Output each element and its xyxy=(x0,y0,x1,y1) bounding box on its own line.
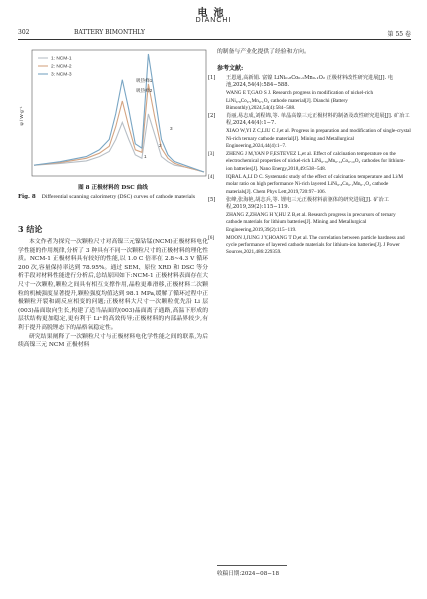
section-body xyxy=(18,238,208,350)
volume-label: 第 55 卷 xyxy=(387,31,411,38)
reference-number: [3] xyxy=(208,151,215,158)
continuation-text: 的制备与产业化提供了经验和方向。 xyxy=(217,49,310,55)
y-axis-label: ψ / W·g⁻¹ xyxy=(19,106,24,126)
reference-number: [2] xyxy=(208,113,216,120)
figure-caption-en-label: Fig. 8 xyxy=(18,194,36,200)
reference-item xyxy=(208,113,411,128)
legend-label-1: 1: NCM-1 xyxy=(51,56,72,62)
reference-text: 肖丽,易志成,刘程锦,等. 单晶高镍三元正极材料的制备及改性研究进展[J]. 矿冶工程,2024,44(4):1−7. xyxy=(226,113,410,127)
peak-label-2: 吸热峰2 xyxy=(136,88,153,93)
reference-text: WANG E T,GAO S J. Research progress in modification of nickel-rich LiNi₀.₈Co₀.₁Mn₀.₁O₂ cathode material[J]. Dianchi (Battery Bimonthly),2024,54(4):584−588. xyxy=(226,90,374,112)
received-date: 收稿日期:2024−08−18 xyxy=(217,565,287,577)
conclusion-paragraph-1: 本文作者为探究一次颗粒尺寸对高镍三元镍钴锰(NCM)正极材料电化学性能的作用规律,分析了 3 种具有不同一次颗粒尺寸的正极材料的理化性质。NCM-1 正极材料具有较好的性能,以 1.0 C 倍率在 2.8~4.3 V 循环 200 次,容量保持率达到 78.95%。通过 SEM、原位 XRD 和 DSC 等分析手段对材料性能进行分析后,总结原因如下:NCM-1 正极材料表面存在大尺寸一次颗粒,颗粒之间具有相互支撑作用,晶粒更难滑移,正极材料二次颗粒的机械强度显著提升,颗粒强度均值达到 98.1 MPa,缓解了循环过程中正极颗粒开裂和副反应相变的问题;正极材料大尺寸一次颗粒优先沿 Li 层(003)晶面取向生长,构建了适当晶面的(003)晶面离子通路,高温下形成的层状结构更加稳定,更有利于 Li⁺的高效传导;正极材料的内部晶界较少,有利于提升高脱锂态下的晶格氧稳定性。 xyxy=(18,239,208,331)
curve-label-1: 1 xyxy=(144,154,147,159)
reference-item xyxy=(217,90,411,112)
reference-number: [4] xyxy=(208,173,215,180)
figure-caption-en-text: Differential scanning calorimetry (DSC) curves of cathode materials xyxy=(41,194,195,200)
reference-item xyxy=(208,173,411,196)
dsc-chart xyxy=(18,46,208,181)
figure-caption-en xyxy=(18,194,208,202)
dsc-figure xyxy=(18,46,208,181)
reference-list xyxy=(208,75,411,257)
reference-item xyxy=(208,196,411,212)
reference-item xyxy=(217,212,411,234)
reference-text: 王恩通,高新娟. 富镍 LiNi₀.₈Co₀.₁Mn₀.₁O₂ 正极材料改性研究进展[J]. 电池,2024,54(4):584−588. xyxy=(226,75,394,89)
reference-text: MOON J,JUNG J Y,HOANG T D,et al. The correlation between particle hardness and cycle performance of layered cathode materials for lithium-ion batteries[J]. J Power Sources,2021,486:229359. xyxy=(226,234,405,256)
peak-label-1: 吸热峰1 xyxy=(136,78,153,83)
section-title: 3 结论 xyxy=(18,224,43,234)
legend-label-3: 3: NCM-3 xyxy=(51,72,72,78)
reference-text: IQBAL A,LI D C. Systematic study of the effect of calcination temperature and Li/M molar ratio on high performance Ni-rich layered LiNi₀.₈Co₀.₁Mn₀.₁O₂ cathode materials[J]. Chem Phys Lett,2019,720:97−106. xyxy=(226,173,404,195)
reference-item xyxy=(217,128,411,150)
reference-text: ZHENG J M,YAN P F,ESTEVEZ L,et al. Effect of calcination temperature on the electrochemical properties of nickel-rich LiNi₀.₇₆Mn₀.₁₄Co₀.₁₀O₂ cathodes for lithium-ion batteries[J]. Nano Energy,2018,49:538−548. xyxy=(226,151,406,172)
legend-label-2: 2: NCM-2 xyxy=(51,64,72,70)
running-title: BATTERY BIMONTHLY xyxy=(74,29,145,36)
reference-text: 张峰,张海艳,胡志兵,等. 锂电三元正极材料前驱体的研究进展[J]. 矿冶工程,2019,39(2):115−119. xyxy=(226,196,389,210)
reference-text: ZHANG Z,ZHANG H Y,HU Z B,et al. Research progress in precursors of ternary cathode materials for lithium batteries[J]. Mining and Metallurgical Engineering,2019,39(2):115−119. xyxy=(226,211,396,233)
conclusion-paragraph-2: 研究结果阐释了一次颗粒尺寸与正极材料电化学性能之间的联系,为后续高镍三元 NCM 正极材料 xyxy=(18,333,208,349)
reference-item xyxy=(208,75,411,90)
figure-caption-cn: 图 8 正极材料的 DSC 曲线 xyxy=(78,185,148,191)
reference-item xyxy=(208,234,411,257)
page-number: 302 xyxy=(18,29,30,36)
curve-label-3: 3 xyxy=(170,126,173,131)
curve-label-2: 2 xyxy=(159,143,162,148)
journal-title-cn: 电池 xyxy=(197,8,230,19)
reference-text: XIAO W,YI Z C,LIU C J,et al. Progress in preparation and modification of single-crystal Ni-rich ternary cathode material[J]. Mining and Metallurgical Engineering,2024,44(4):1−7. xyxy=(226,128,411,150)
running-header xyxy=(18,28,411,40)
chart-legend xyxy=(38,56,72,78)
reference-item xyxy=(208,151,411,173)
references-title: 参考文献: xyxy=(217,65,244,72)
reference-number: [5] xyxy=(208,196,216,203)
reference-number: [1] xyxy=(208,75,216,81)
journal-title-en: DIANCHI xyxy=(195,17,232,24)
reference-number: [6] xyxy=(208,234,215,241)
